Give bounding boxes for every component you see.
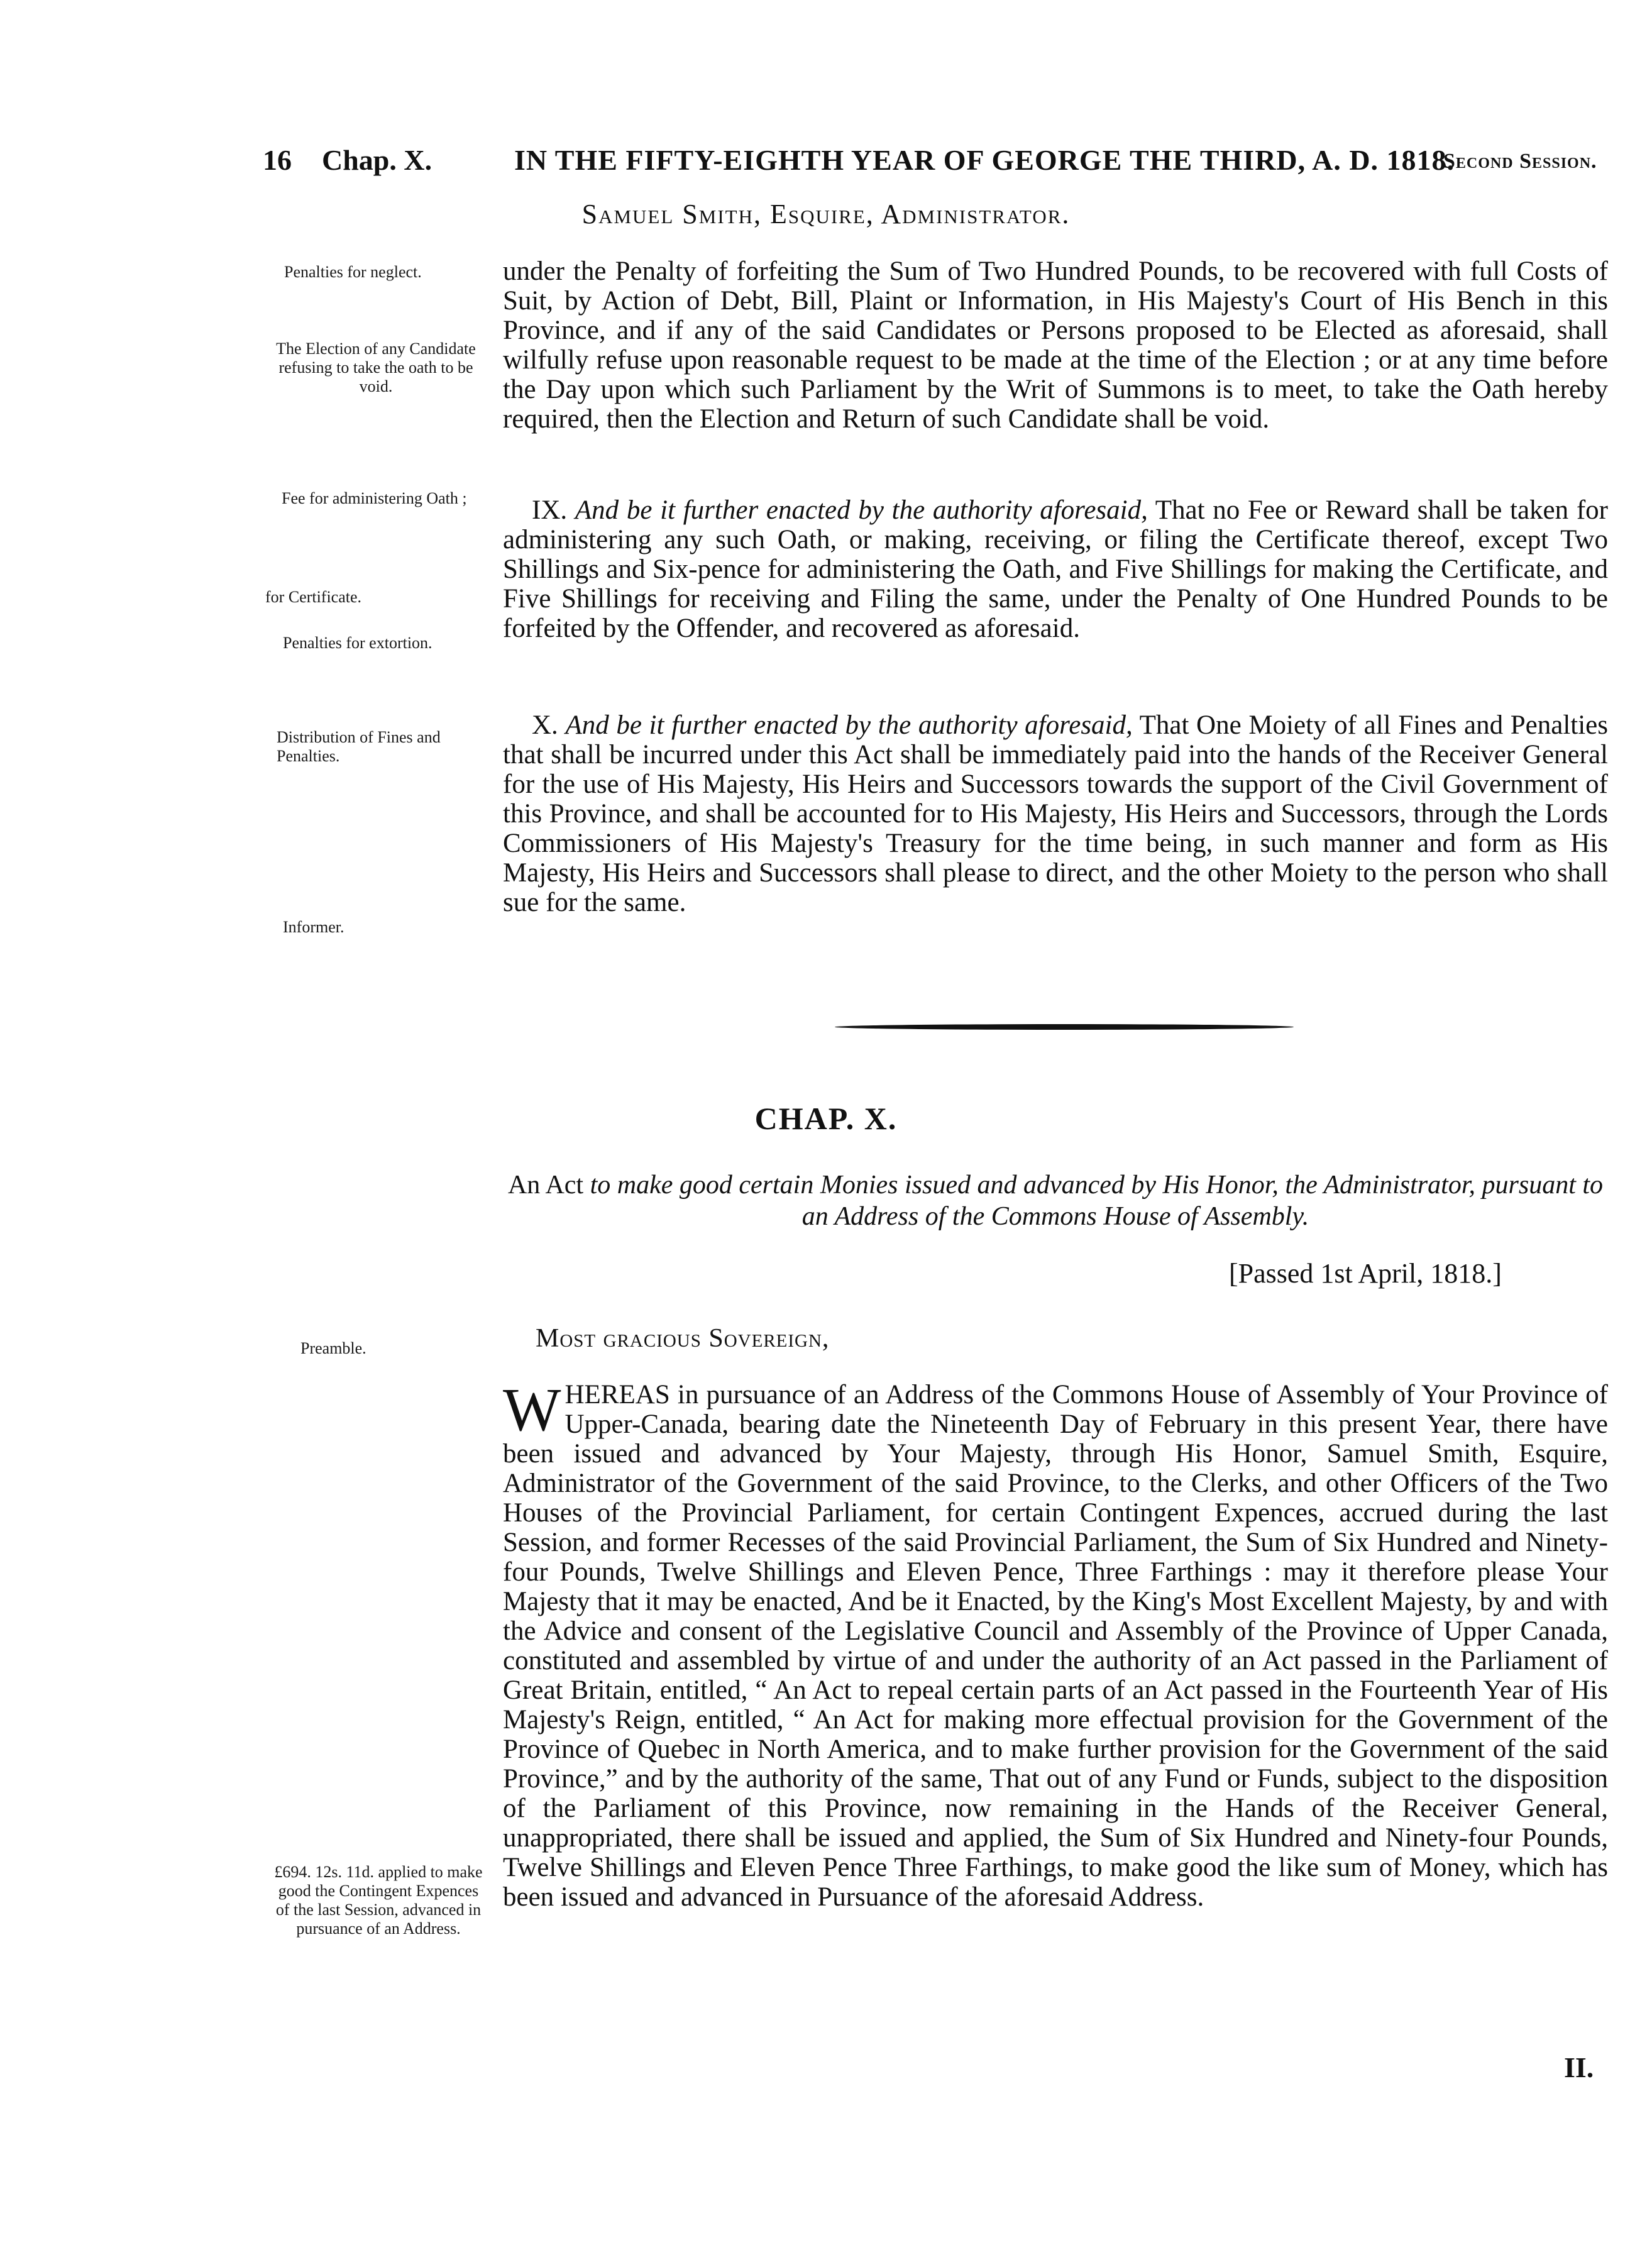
preamble-paragraph <box>503 1376 1608 1912</box>
margin-note-extortion: Penalties for extortion. <box>283 634 432 652</box>
margin-note-distribution: Distribution of Fines and Penalties. <box>277 728 441 765</box>
section-ix <box>503 495 1608 643</box>
margin-note-penalties-neglect: Penalties for neglect. <box>284 263 422 281</box>
act-title-text: to make good certain Monies issued and advanced by His Honor, the Administrator, pursuant to an Address of the Commons House of Assembly. <box>583 1171 1604 1231</box>
margin-note-fee-oath: Fee for administering Oath ; <box>282 489 467 507</box>
preamble-text: HEREAS in pursuance of an Address of the Commons House of Assembly of Your Province of Upper-Canada, bearing date the Nineteenth Day of February in this present Year, there have been issued and advanced by Your Majesty, through His Honor, Samuel Smith, Esquire, Administrator of the Government of the said Province, to the Clerks, and other Officers of the Two Houses of the Provincial Parliament, for certain Contingent Expences, accrued during the last Session, and former Recesses of the said Provincial Parliament, the Sum of Six Hundred and Ninety-four Pounds, Twelve Shillings and Eleven Pence, Three Farthings : may it therefore please Your Majesty that it may be enacted, And be it Enacted, by the King's Most Excellent Majesty, by and with the Advice and consent of the Legislative Council and Assembly of the Province of Upper Canada, constituted and assembled by virtue of and under the authority of an Act passed in the Parliament of Great Britain, entitled, “ An Act to repeal certain parts of an Act passed in the Fourteenth Year of His Majesty's Reign, entitled, “ An Act for making more effectual provision for the Government of the Province of Quebec in North America, and to make further provision for the Government of the said Province,” and by the authority of the same, That out of any Fund or Funds, subject to the disposition of the Parliament of this Province, now remaining in the Hands of the Receiver General, unappropriated, there shall be issued and applied, the Sum of Six Hundred and Ninety-four Pounds, Twelve Shillings and Eleven Pence Three Farthings, to make good the like sum of Money, which has been issued and advanced in Pursuance of the aforesaid Address. <box>503 1380 1608 1912</box>
section-x-text: That One Moiety of all Fines and Penalties that shall be incurred under this Act shall be immediately paid into the hands of the Receiver General for the use of His Majesty, His Heirs and Successors towards the support of the Civil Government of this Province, and shall be accounted for to His Majesty, His Heirs and Successors, through the Lords Commissioners of His Majesty's Treasury for the time being, in such manner and form as His Majesty, His Heirs and Successors shall please to direct, and the other Moiety to the person who shall sue for the same. <box>503 710 1608 917</box>
section-divider <box>835 1024 1294 1030</box>
act-title-lead: An Act <box>507 1171 584 1200</box>
section-x <box>503 710 1608 917</box>
header-session: Second Session. <box>1443 150 1597 173</box>
page-number: 16 <box>263 144 292 176</box>
act-title <box>503 1169 1608 1232</box>
administrator-line: Samuel Smith, Esquire, Administrator. <box>581 199 1071 229</box>
margin-note-certificate: for Certificate. <box>265 588 362 606</box>
margin-note-sum-applied: £694. 12s. 11d. applied to make good the Contingent Expences of the last Session, advanced in pursuance of an Address. <box>274 1863 483 1938</box>
margin-note-election-void: The Election of any Candidate refusing to take the oath to be void. <box>276 339 476 395</box>
chapter-heading: CHAP. X. <box>754 1101 898 1136</box>
salutation: Most gracious Sovereign, <box>536 1324 830 1353</box>
header-chapter: Chap. X. <box>322 144 432 176</box>
header-title: IN THE FIFTY-EIGHTH YEAR OF GEORGE THE THIRD, A. D. 1818. <box>514 144 1455 176</box>
catchword: II. <box>1564 2051 1594 2083</box>
margin-note-preamble: Preamble. <box>300 1339 366 1357</box>
section-ix-text: That no Fee or Reward shall be taken for administering any such Oath, or making, receiving, or filing the Certificate thereof, except Two Shillings and Six-pence for administering the Oath, and Five Shillings for making the Certificate, and Five Shillings for receiving and Filing the same, under the Penalty of One Hundred Pounds to be forfeited by the Offender, and recovered as aforesaid. <box>503 495 1608 643</box>
section-x-number: X. <box>532 710 566 740</box>
section-x-enacting-clause: And be it further enacted by the authority aforesaid, <box>565 710 1133 740</box>
margin-note-informer: Informer. <box>283 918 344 936</box>
section-ix-enacting-clause: And be it further enacted by the authority aforesaid, <box>575 495 1148 525</box>
section-ix-number: IX. <box>532 495 575 525</box>
passed-date: [Passed 1st April, 1818.] <box>1229 1258 1502 1289</box>
paragraph-penalty: under the Penalty of forfeiting the Sum of Two Hundred Pounds, to be recovered with full Costs of Suit, by Action of Debt, Bill, Plaint or Information, in His Majesty's Court of His Bench in this Province, and if any of the said Candidates or Persons proposed to be Elected as aforesaid, shall wilfully refuse upon reasonable request to be made at the time of the Election ; or at any time before the Day upon which such Parliament by the Writ of Summons is to meet, to take the Oath hereby required, then the Election and Return of such Candidate shall be void. <box>503 257 1608 434</box>
drop-cap: W <box>503 1376 561 1444</box>
